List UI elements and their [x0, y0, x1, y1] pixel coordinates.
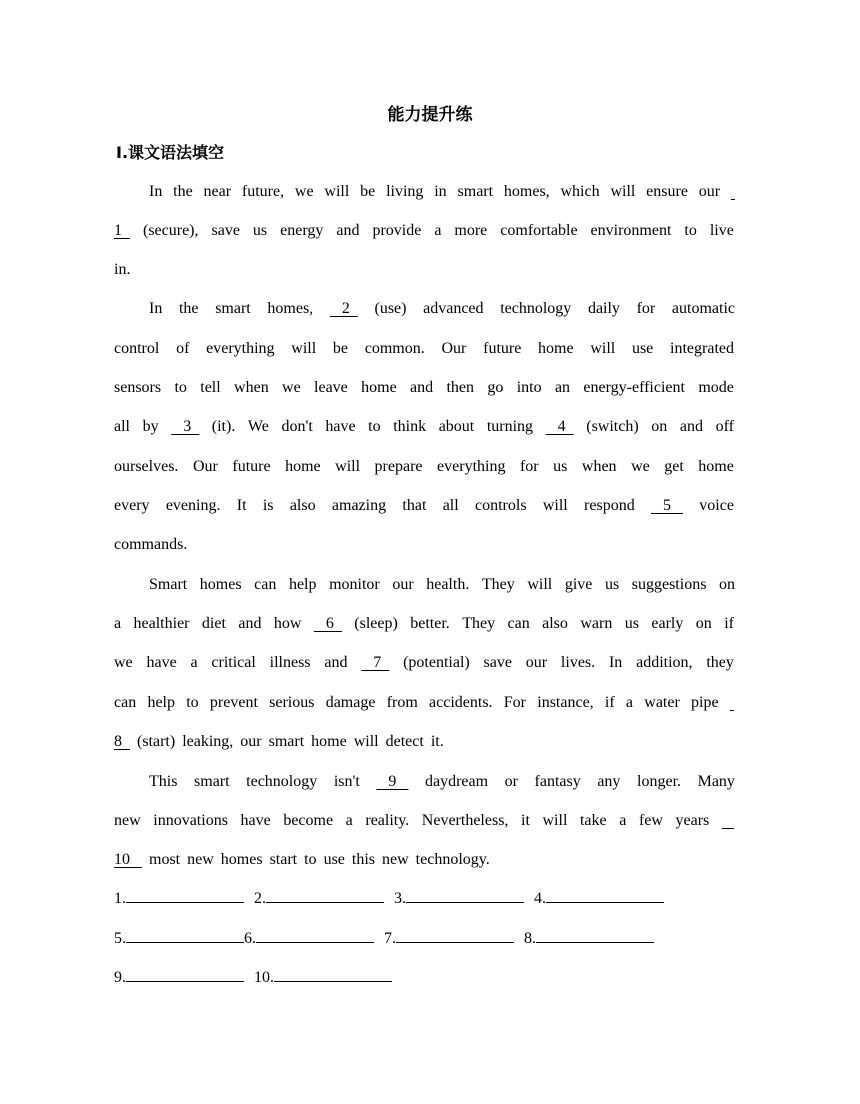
word: if: [724, 615, 734, 632]
word: which: [560, 183, 600, 200]
blank-number: [731, 180, 735, 204]
word: all: [114, 418, 130, 435]
word: ensure: [646, 183, 688, 200]
word: or: [504, 773, 518, 790]
word: in.: [114, 261, 131, 278]
word: damage: [325, 694, 376, 711]
word: technology.: [415, 851, 490, 868]
answer-number: 5.: [114, 930, 126, 947]
word: save: [483, 654, 512, 671]
word: and: [679, 418, 703, 435]
word: critical: [211, 654, 256, 671]
word: home: [285, 458, 321, 475]
word: monitor: [329, 576, 380, 593]
word: and: [324, 654, 348, 671]
answer-slot[interactable]: [384, 927, 514, 951]
word: new: [187, 851, 214, 868]
word: have: [146, 654, 177, 671]
word: reality.: [365, 812, 410, 829]
word: by: [142, 418, 159, 435]
word: can: [507, 615, 530, 632]
word: also: [289, 497, 316, 514]
word: homes,: [267, 300, 314, 317]
answer-number: 2.: [254, 890, 266, 907]
answer-blank[interactable]: [546, 901, 664, 903]
word: water: [644, 694, 680, 711]
word: a: [619, 812, 627, 829]
blank-number: 9: [376, 773, 409, 790]
answer-number: 4.: [534, 890, 546, 907]
word: better.: [410, 615, 450, 632]
word: to: [174, 379, 187, 396]
word: integrated: [670, 340, 734, 357]
word: will: [610, 183, 636, 200]
word: can: [114, 694, 137, 711]
answer-blank[interactable]: [536, 941, 654, 943]
word: our: [240, 733, 262, 750]
answer-row: [114, 927, 654, 951]
section-heading: Ⅰ.课文语法填空: [116, 143, 225, 162]
word: pipe: [691, 694, 719, 711]
word: also: [542, 615, 568, 632]
word: don't: [281, 418, 313, 435]
word: detect: [385, 733, 424, 750]
word: (start): [137, 733, 176, 750]
word: help: [288, 576, 317, 593]
answer-slot[interactable]: [394, 887, 524, 911]
word: smart: [194, 773, 230, 790]
word: daydream: [424, 773, 489, 790]
passage-line: [114, 848, 734, 872]
word: healthier: [133, 615, 190, 632]
word: use: [323, 851, 345, 868]
passage-line: [114, 337, 734, 361]
word: an: [554, 379, 571, 396]
word: will: [590, 340, 616, 357]
word: that: [402, 497, 427, 514]
word: homes: [220, 851, 263, 868]
word: Many: [697, 773, 735, 790]
word: will: [291, 340, 317, 357]
word: homes,: [503, 183, 550, 200]
word: addition,: [636, 654, 693, 671]
word: They: [462, 615, 496, 632]
word: illness: [269, 654, 311, 671]
word: can: [254, 576, 277, 593]
word: (use): [374, 300, 407, 317]
word: and: [336, 222, 360, 239]
word: living: [386, 183, 424, 200]
word: will: [335, 458, 361, 475]
word: mode: [698, 379, 734, 396]
word: This: [149, 773, 178, 790]
answer-number: 9.: [114, 969, 126, 986]
word: take: [579, 812, 607, 829]
answer-blank[interactable]: [266, 901, 384, 903]
word: automatic: [671, 300, 735, 317]
word: to: [186, 694, 199, 711]
word: when: [581, 458, 617, 475]
word: serious: [269, 694, 315, 711]
word: to: [304, 851, 317, 868]
answer-row: [114, 887, 664, 911]
word: future: [232, 458, 271, 475]
word: every: [114, 497, 150, 514]
word: controls: [475, 497, 527, 514]
word: respond: [584, 497, 635, 514]
blank-number: 8: [114, 733, 130, 750]
answer-slot[interactable]: [114, 966, 244, 990]
word: any: [597, 773, 621, 790]
word: will: [542, 812, 568, 829]
passage-line: [114, 455, 734, 479]
blank-number: 10: [114, 851, 142, 868]
word: on: [719, 576, 735, 593]
answer-slot[interactable]: [114, 887, 244, 911]
answer-slot[interactable]: [534, 887, 664, 911]
word: we: [114, 654, 133, 671]
word: will: [353, 733, 379, 750]
passage-line: [149, 573, 735, 597]
passage-line: [114, 258, 734, 282]
word: leaking,: [182, 733, 234, 750]
word: it: [521, 812, 530, 829]
word: (it).: [211, 418, 236, 435]
word: then: [446, 379, 475, 396]
word: all: [442, 497, 459, 514]
word: be: [332, 340, 349, 357]
word: sensors: [114, 379, 162, 396]
word: on: [695, 615, 712, 632]
word: comfortable: [500, 222, 578, 239]
word: smart: [457, 183, 494, 200]
word: Nevertheless,: [421, 812, 509, 829]
word: think: [393, 418, 427, 435]
word: us: [624, 615, 639, 632]
answer-slot[interactable]: [254, 887, 384, 911]
word: longer.: [637, 773, 682, 790]
answer-slot[interactable]: [114, 927, 244, 951]
blank-number: 5: [650, 497, 683, 514]
answer-blank[interactable]: [274, 980, 392, 982]
word: go: [487, 379, 504, 396]
word: home: [361, 379, 397, 396]
blank-number: 6: [313, 615, 342, 632]
word: our: [525, 654, 548, 671]
word: most: [149, 851, 181, 868]
word: live: [709, 222, 734, 239]
word: (potential): [403, 654, 470, 671]
word: ourselves.: [114, 458, 179, 475]
word: evening.: [165, 497, 221, 514]
word: diet: [201, 615, 226, 632]
word: prepare: [374, 458, 423, 475]
word: a: [114, 615, 122, 632]
word: For: [503, 694, 527, 711]
word: in: [434, 183, 447, 200]
answer-blank[interactable]: [126, 941, 244, 943]
word: amazing: [331, 497, 387, 514]
word: to: [368, 418, 381, 435]
word: is: [262, 497, 274, 514]
word: health.: [426, 576, 470, 593]
word: isn't: [333, 773, 360, 790]
word: off: [715, 418, 734, 435]
word: we: [294, 183, 314, 200]
word: how: [273, 615, 302, 632]
answer-number: 6.: [244, 930, 256, 947]
word: technology: [246, 773, 318, 790]
word: a: [190, 654, 198, 671]
word: common.: [364, 340, 425, 357]
word: the: [178, 300, 199, 317]
word: home: [311, 733, 347, 750]
word: fantasy: [534, 773, 581, 790]
word: and: [410, 379, 434, 396]
passage-line: [149, 180, 735, 204]
word: lives.: [560, 654, 596, 671]
blank-number: [730, 691, 734, 715]
word: us: [252, 222, 268, 239]
word: new: [114, 812, 141, 829]
passage-line: [114, 494, 734, 518]
word: future: [483, 340, 522, 357]
word: start: [269, 851, 298, 868]
word: near: [203, 183, 232, 200]
answer-blank[interactable]: [126, 980, 244, 982]
word: instance,: [537, 694, 594, 711]
word: everything: [206, 340, 275, 357]
word: commands.: [114, 536, 188, 553]
word: of: [176, 340, 190, 357]
passage-line: [114, 533, 734, 557]
answer-blank[interactable]: [396, 941, 514, 943]
word: It: [236, 497, 247, 514]
word: it.: [430, 733, 444, 750]
word: tell: [200, 379, 221, 396]
word: for: [519, 458, 539, 475]
word: more: [454, 222, 488, 239]
answer-slot[interactable]: [244, 927, 374, 951]
answer-number: 10.: [254, 969, 274, 986]
answer-blank[interactable]: [256, 941, 374, 943]
word: to: [684, 222, 697, 239]
passage-line: [114, 691, 734, 715]
word: a: [345, 812, 353, 829]
blank-number: 2: [329, 300, 358, 317]
word: smart: [215, 300, 251, 317]
word: (switch): [586, 418, 639, 435]
word: our: [698, 183, 721, 200]
word: will: [542, 497, 568, 514]
passage-line: [114, 219, 734, 243]
word: when: [234, 379, 269, 396]
word: use: [631, 340, 654, 357]
word: Smart: [149, 576, 188, 593]
answer-number: 7.: [384, 930, 396, 947]
word: control: [114, 340, 160, 357]
word: homes: [199, 576, 242, 593]
answer-number: 8.: [524, 930, 536, 947]
word: a: [625, 694, 634, 711]
word: we: [631, 458, 650, 475]
blank-number: 3: [171, 418, 200, 435]
word: accidents.: [429, 694, 493, 711]
word: environment: [590, 222, 672, 239]
passage-line: [114, 415, 734, 439]
blank-number: [722, 809, 734, 833]
word: this: [351, 851, 376, 868]
word: suggestions: [631, 576, 707, 593]
word: and: [238, 615, 262, 632]
word: everything: [437, 458, 506, 475]
passage-line: [149, 770, 735, 794]
word: leave: [314, 379, 348, 396]
passage-line: [114, 376, 734, 400]
word: if: [604, 694, 615, 711]
word: few: [638, 812, 663, 829]
answer-number: 3.: [394, 890, 406, 907]
word: we: [282, 379, 301, 396]
word: technology: [500, 300, 572, 317]
word: years: [675, 812, 710, 829]
word: our: [392, 576, 414, 593]
passage-line: [114, 612, 734, 636]
word: will: [527, 576, 553, 593]
answer-slot[interactable]: [524, 927, 654, 951]
word: save: [211, 222, 240, 239]
word: become: [283, 812, 334, 829]
word: prevent: [209, 694, 258, 711]
word: Our: [192, 458, 218, 475]
answer-number: 1.: [114, 890, 126, 907]
word: will: [324, 183, 350, 200]
blank-number: 7: [361, 654, 390, 671]
word: have: [240, 812, 271, 829]
word: future,: [241, 183, 285, 200]
word: into: [516, 379, 542, 396]
word: smart: [268, 733, 305, 750]
blank-number: 1: [114, 222, 130, 239]
passage-line: [114, 730, 734, 754]
word: on: [651, 418, 668, 435]
word: give: [564, 576, 593, 593]
word: early: [651, 615, 684, 632]
blank-number: 4: [545, 418, 574, 435]
word: (sleep): [354, 615, 398, 632]
passage-line: [114, 651, 734, 675]
word: us: [553, 458, 568, 475]
passage-line: [149, 297, 735, 321]
word: They: [481, 576, 515, 593]
answer-row: [114, 966, 392, 990]
word: daily: [587, 300, 620, 317]
answer-blank[interactable]: [406, 901, 524, 903]
word: be: [360, 183, 376, 200]
word: the: [173, 183, 193, 200]
word: for: [636, 300, 656, 317]
word: get: [664, 458, 684, 475]
word: from: [386, 694, 418, 711]
word: innovations: [153, 812, 228, 829]
word: provide: [372, 222, 422, 239]
word: In: [608, 654, 623, 671]
word: us: [604, 576, 620, 593]
word: (secure),: [142, 222, 199, 239]
word: advanced: [423, 300, 484, 317]
word: have: [325, 418, 356, 435]
word: turning: [486, 418, 534, 435]
word: energy-efficient: [583, 379, 685, 396]
word: warn: [580, 615, 613, 632]
page-title: 能力提升练: [387, 105, 473, 125]
word: We: [247, 418, 269, 435]
word: they: [706, 654, 734, 671]
passage-line: [114, 809, 734, 833]
answer-blank[interactable]: [126, 901, 244, 903]
word: home: [698, 458, 734, 475]
word: help: [147, 694, 175, 711]
word: Our: [441, 340, 467, 357]
word: new: [382, 851, 409, 868]
answer-slot[interactable]: [254, 966, 392, 990]
word: about: [438, 418, 475, 435]
word: a: [434, 222, 442, 239]
word: home: [538, 340, 574, 357]
word: voice: [699, 497, 734, 514]
word: In: [149, 300, 163, 317]
word: energy: [280, 222, 324, 239]
word: In: [149, 183, 163, 200]
